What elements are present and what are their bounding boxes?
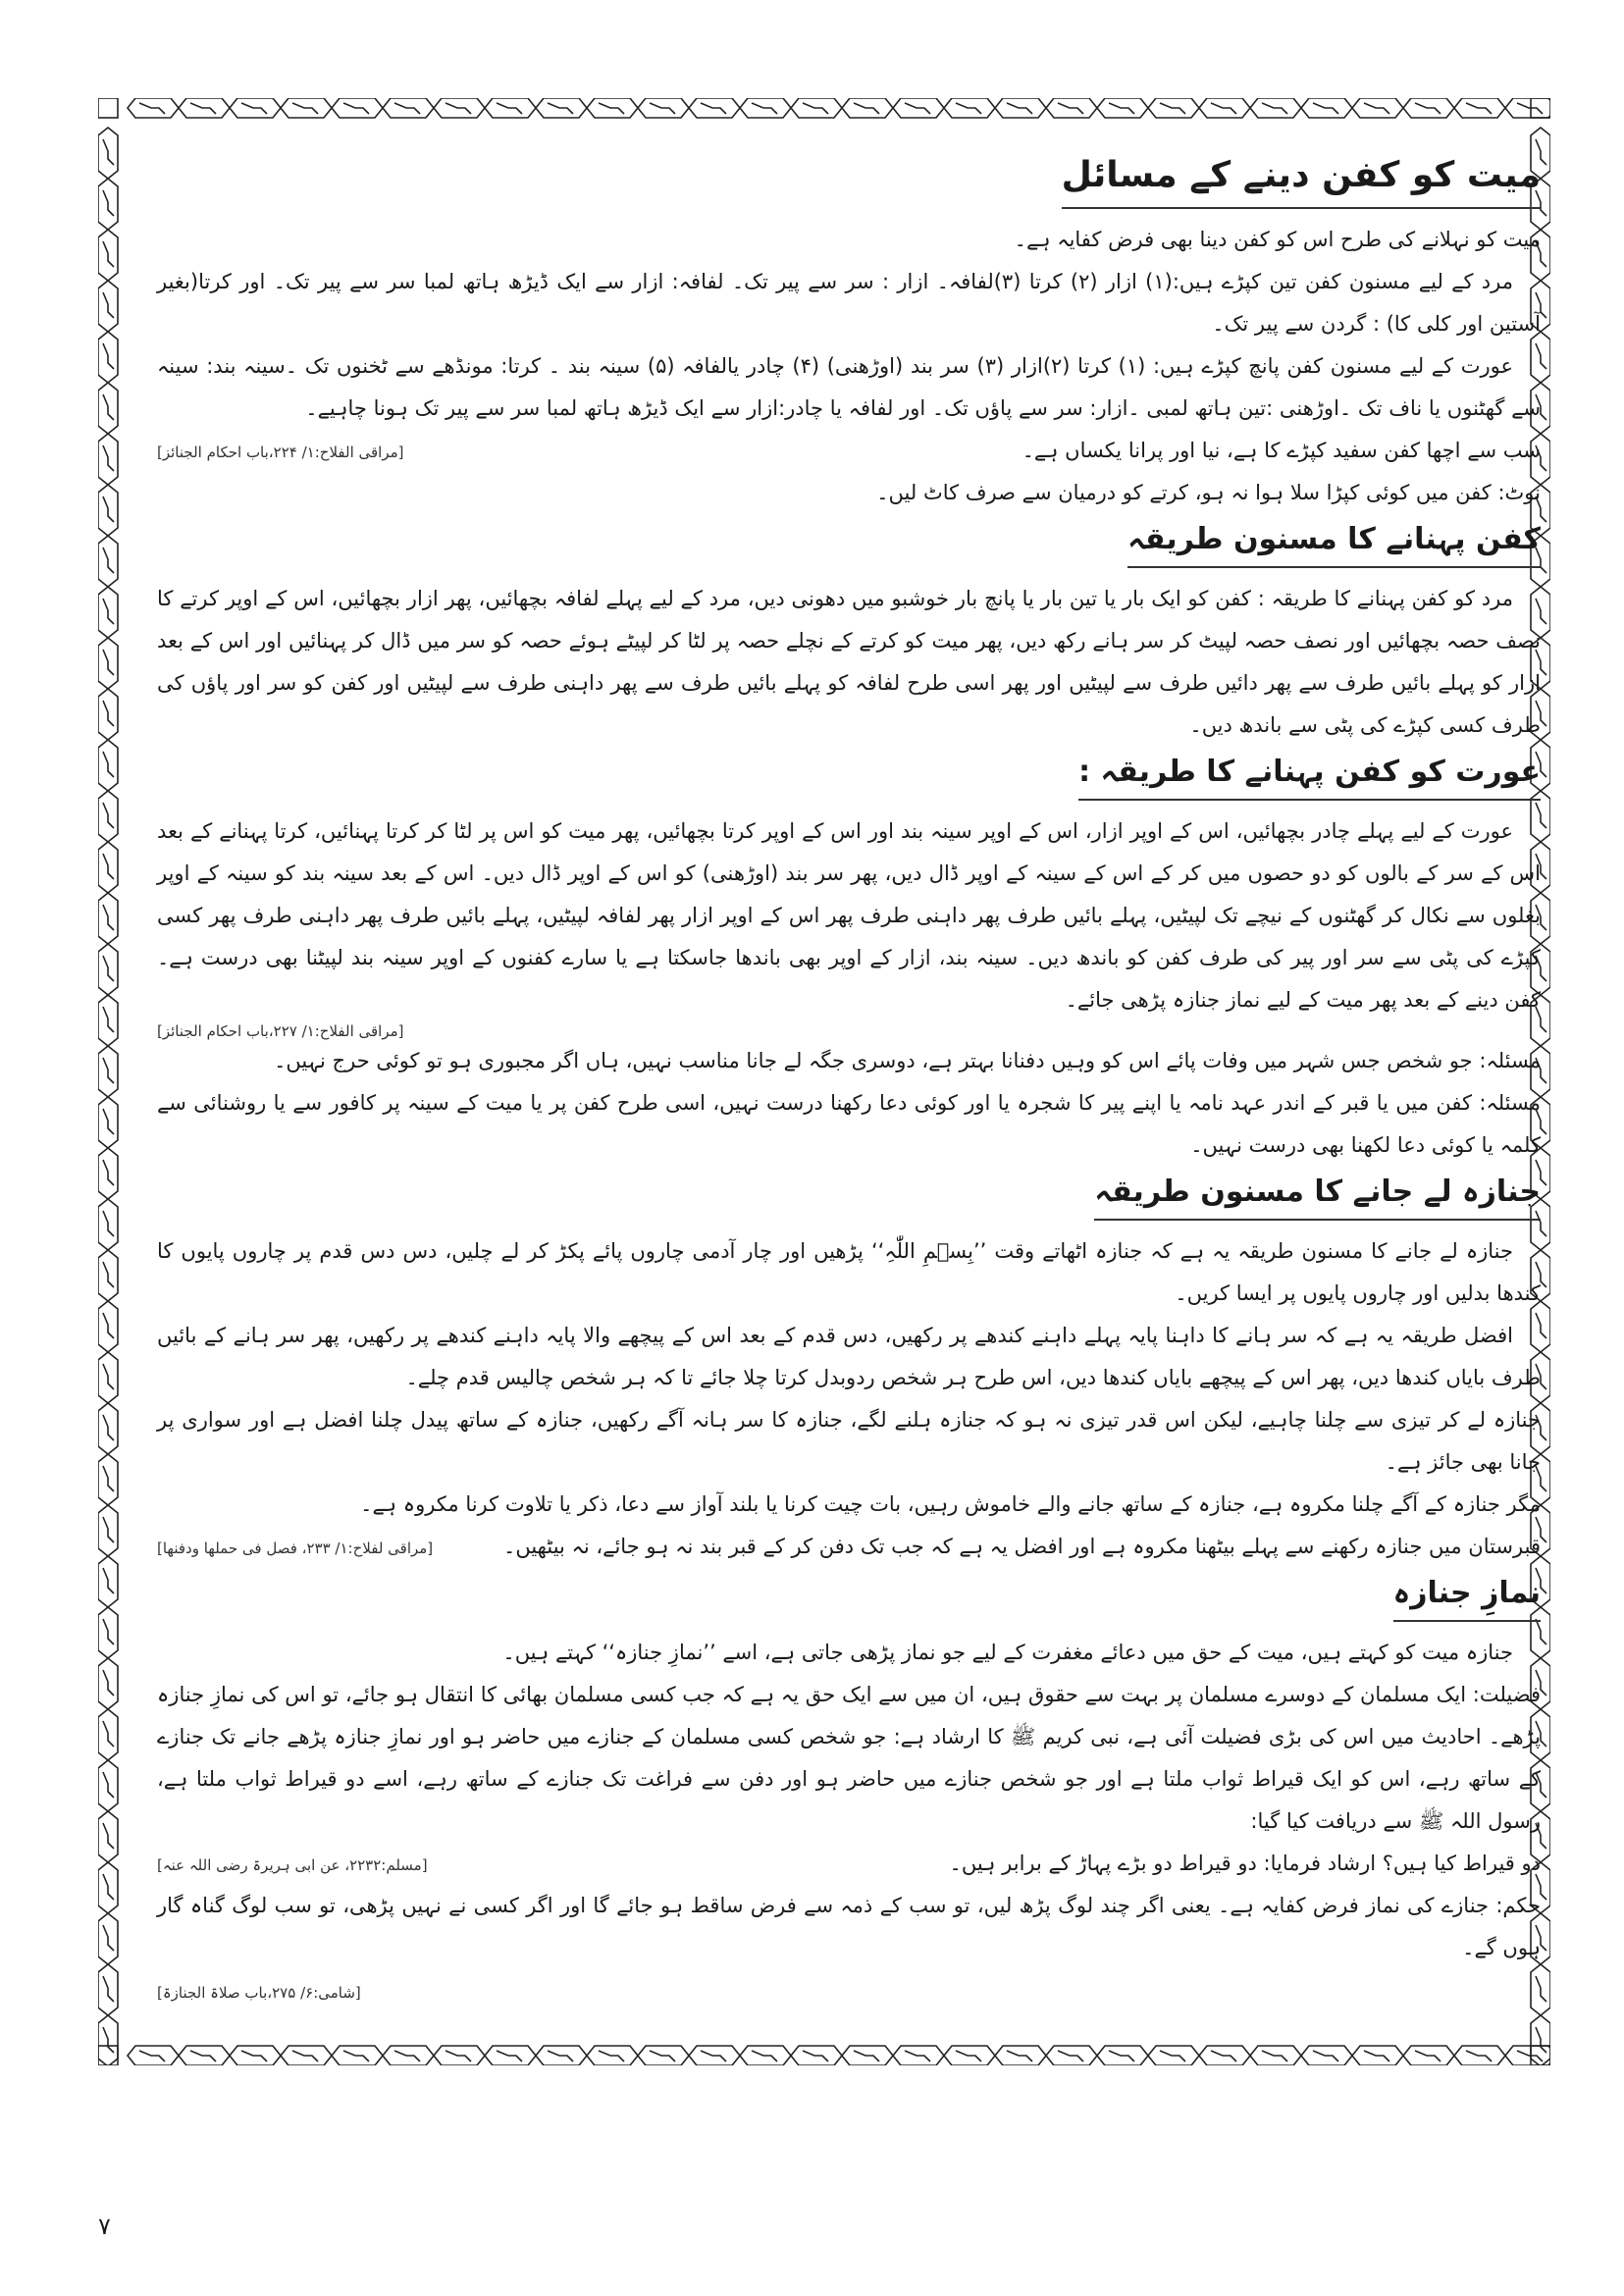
section-heading: میت کو کفن دینے کے مسائل <box>1062 153 1541 209</box>
border-segment <box>1301 2046 1352 2065</box>
border-segment <box>1531 2015 1550 2065</box>
border-segment <box>1301 98 1352 118</box>
border-segment <box>98 128 118 179</box>
border-segment <box>128 98 179 118</box>
border-segment <box>1250 2046 1301 2065</box>
border-segment <box>1403 98 1454 118</box>
border-segment <box>1352 98 1403 118</box>
border-segment <box>995 98 1046 118</box>
border-segment <box>1454 2046 1505 2065</box>
border-segment <box>98 1352 118 1403</box>
border-segment <box>1199 2046 1250 2065</box>
paragraph: عورت کے لیے مسنون کفن پانچ کپڑے ہیں: (۱) کرتا (۲)ازار (۳) سر بند (اوڑھنی) (۴) چادر یالفافہ (۵) سینہ بند ۔ کرتا: مونڈھے سے ٹخنوں تک ۔سینہ بند: سینہ سے گھٹنوں یا ناف تک ۔اوڑھنی :تین ہاتھ لمبی ۔ازار: سر سے پاؤں تک۔ اور لفافہ یا چادر:ازار سے ایک ڈیڑھ ہاتھ لمبا سر سے پیر تک ہونا چاہیے۔ <box>157 353 1541 420</box>
border-segment <box>1148 98 1199 118</box>
paragraph: فضیلت: ایک مسلمان کے دوسرے مسلمان پر بہت سے حقوق ہیں، ان میں سے ایک حق یہ ہے کہ جب کسی مسلمان بھائی کا انتقال ہو جائے، تو اس کی نمازِ جنازہ پڑھے۔ احادیث میں اس کی بڑی فضیلت آئی ہے، نبی کریم ﷺ کا ارشاد ہے: جو شخص کسی مسلمان کے جنازے میں حاضر ہو اور نمازِ جنازہ پڑھے جانے تک جنازے کے ساتھ رہے، اس کو ایک قیراط ثواب ملتا ہے اور جو شخص جنازے میں حاضر ہو اور دفن سے فراغت تک جنازے کے ساتھ رہے، اسے دو قیراط ثواب ملتا ہے، رسول اللہ ﷺ سے دریافت کیا گیا: <box>157 1682 1541 1833</box>
paragraph: افضل طریقہ یہ ہے کہ سر ہانے کا داہنا پایہ پہلے داہنے کندھے پر رکھیں، دس قدم کے بعد اس کے پیچھے والا پایہ داہنے کندھے پر رکھیں، پھر سر ہانے کے بائیں طرف بایاں کندھا دیں، پھر اس کے پیچھے بایاں کندھا دیں، اس طرح ہر شخص ردوبدل کرتا چلا جائے تا کہ ہر شخص چالیس قدم چلے۔ <box>157 1323 1541 1389</box>
paragraph: قبرستان میں جنازہ رکھنے سے پہلے بیٹھنا مکروہ ہے اور افضل یہ ہے کہ جب تک دفن کر کے قبر بند نہ ہو جائے، نہ بیٹھیں۔ <box>503 1534 1541 1558</box>
border-segment <box>1250 98 1301 118</box>
border-segment <box>485 2046 536 2065</box>
border-segment <box>179 2046 230 2065</box>
border-segment <box>98 1097 118 1148</box>
border-segment <box>98 1148 118 1199</box>
border-segment <box>638 2046 689 2065</box>
border-segment <box>98 842 118 893</box>
border-segment <box>1454 98 1505 118</box>
border-segment <box>98 893 118 944</box>
section-aurat-kafan <box>157 747 1541 1167</box>
border-segment <box>98 1301 118 1352</box>
border-segment <box>638 98 689 118</box>
paragraph: جنازہ لے کر تیزی سے چلنا چاہیے، لیکن اس قدر تیزی نہ ہو کہ جنازہ ہلنے لگے، جنازہ کا سر ہانہ آگے رکھیں، جنازہ کے ساتھ پیدل چلنا افضل ہے اور سواری پر جانا بھی جائز ہے۔ <box>157 1407 1541 1474</box>
section-heading: جنازہ لے جانے کا مسنون طریقہ <box>1094 1173 1541 1221</box>
border-segment <box>98 1709 118 1760</box>
border-segment <box>98 1658 118 1709</box>
paragraph: جنازہ لے جانے کا مسنون طریقہ یہ ہے کہ جنازہ اٹھاتے وقت ’’بِسۡمِ اللّٰہِ‘‘ پڑھیں اور چار آدمی چاروں پائے پکڑ کر لے چلیں، دس دس قدم پر چاروں پایوں کا کندھا بدلیں اور چاروں پایوں پر ایسا کریں۔ <box>157 1238 1541 1305</box>
border-segment <box>98 587 118 638</box>
section-namaz-janaza <box>157 1568 1541 2002</box>
paragraph: میت کو نہلانے کی طرح اس کو کفن دینا بھی فرض کفایہ ہے۔ <box>1014 227 1541 251</box>
border-segment <box>98 1913 118 1964</box>
border-segment <box>791 2046 842 2065</box>
border-segment <box>536 98 587 118</box>
border-segment <box>98 944 118 995</box>
paragraph: مرد کو کفن پہنانے کا طریقہ : کفن کو ایک بار یا تین بار یا پانچ بار خوشبو میں دھونی دیں، مرد کے لیے پہلے لفافہ بچھائیں، پھر ازار بچھائیں، اس کے اوپر کرتے کا نصف حصہ بچھائیں اور نصف حصہ لپیٹ کر سر ہانے رکھ دیں، پھر میت کو کرتے کے نچلے حصہ پر لٹا کر لپیٹے ہوئے حصہ کو سر میں ڈال کر پہنائیں اور اس کے بعد ازار کو پہلے بائیں طرف سے پھر دائیں طرف سے لپیٹیں اور پھر اسی طرح لفافہ کو پہلے بائیں طرف سے پھر داہنی طرف سے لپیٹیں اور کفن کو سر اور پاؤں کی طرف کسی کپڑے کی پٹی سے باندھ دیں۔ <box>157 586 1541 737</box>
border-segment <box>1505 98 1550 118</box>
paragraph: جنازہ میت کو کہتے ہیں، میت کے حق میں دعائے مغفرت کے لیے جو نماز پڑھی جاتی ہے، اسے ’’نمازِ جنازہ‘‘ کہتے ہیں۔ <box>502 1640 1513 1664</box>
border-segment <box>98 1607 118 1658</box>
border-segment <box>98 485 118 536</box>
paragraph-with-reference <box>157 1843 1541 1885</box>
border-segment <box>98 1556 118 1607</box>
paragraph: دو قیراط کیا ہیں؟ ارشاد فرمایا: دو قیراط دو بڑے پہاڑ کے برابر ہیں۔ <box>949 1851 1541 1875</box>
border-segment <box>689 2046 740 2065</box>
page-content <box>157 147 1541 2002</box>
border-segment <box>1046 98 1097 118</box>
border-segment <box>383 2046 434 2065</box>
border-segment <box>740 98 791 118</box>
border-segment <box>98 1250 118 1301</box>
masala-paragraph: مسئلہ: کفن میں یا قبر کے اندر عہد نامہ یا اپنے پیر کا شجرہ یا اور کوئی دعا رکھنا درست نہیں، اسی طرح کفن پر یا میت کے سینہ پر کافور سے یا روشنائی سے کلمہ یا کوئی دعا لکھنا بھی درست نہیں۔ <box>157 1090 1541 1157</box>
border-segment <box>1148 2046 1199 2065</box>
border-segment <box>98 2015 118 2065</box>
border-segment <box>434 98 485 118</box>
border-segment <box>587 2046 638 2065</box>
section-kafan-pehnane <box>157 514 1541 747</box>
border-segment <box>128 2046 179 2065</box>
border-segment <box>98 638 118 689</box>
border-segment <box>944 2046 995 2065</box>
border-segment <box>893 98 944 118</box>
border-segment <box>230 2046 281 2065</box>
border-segment <box>842 98 893 118</box>
paragraph: مگر جنازہ کے آگے چلنا مکروہ ہے، جنازہ کے ساتھ جانے والے خاموش رہیں، بات چیت کرنا یا بلند آواز سے دعا، ذکر یا تلاوت کرنا مکروہ ہے۔ <box>360 1491 1541 1516</box>
border-segment <box>434 2046 485 2065</box>
border-segment <box>98 98 118 118</box>
section-janaza-le-jana <box>157 1167 1541 1568</box>
border-segment <box>1352 2046 1403 2065</box>
page-number: ۷ <box>98 2213 111 2240</box>
citation-reference: [مسلم:۲۲۳۲، عن ابی ہریرۃ رضی اللہ عنہ] <box>157 1855 428 1874</box>
border-segment <box>332 98 383 118</box>
border-segment <box>179 98 230 118</box>
border-segment <box>740 2046 791 2065</box>
border-segment <box>230 98 281 118</box>
border-segment <box>1403 2046 1454 2065</box>
border-segment <box>587 98 638 118</box>
border-segment <box>98 1760 118 1811</box>
border-segment <box>98 179 118 230</box>
paragraph-with-reference <box>157 1526 1541 1568</box>
border-segment <box>98 1811 118 1862</box>
border-segment <box>98 1046 118 1097</box>
border-segment <box>98 2046 118 2065</box>
border-segment <box>98 791 118 842</box>
border-segment <box>995 2046 1046 2065</box>
paragraph: مرد کے لیے مسنون کفن تین کپڑے ہیں:(۱) ازار (۲) کرتا (۳)لفافہ۔ ازار : سر سے پیر تک۔ لفافہ: ازار سے ایک ڈیڑھ ہاتھ لمبا سر سے پیر تک۔ اور کرتا(بغیر آستین اور کلی کا) : گردن سے پیر تک۔ <box>157 269 1541 336</box>
section-heading: نمازِ جنازہ <box>1393 1574 1541 1622</box>
border-segment <box>98 281 118 332</box>
border-segment <box>98 1199 118 1250</box>
border-segment <box>332 2046 383 2065</box>
border-segment <box>1199 98 1250 118</box>
border-segment <box>281 98 332 118</box>
border-segment <box>98 740 118 791</box>
border-segment <box>98 1862 118 1913</box>
border-segment <box>98 1505 118 1556</box>
border-segment <box>383 98 434 118</box>
border-segment <box>98 230 118 281</box>
border-segment <box>944 98 995 118</box>
note-paragraph: نوٹ: کفن میں کوئی کپڑا سلا ہوا نہ ہو، کرتے کو درمیان سے صرف کاٹ لیں۔ <box>876 480 1541 504</box>
border-segment <box>98 689 118 740</box>
border-segment <box>893 2046 944 2065</box>
border-segment <box>98 332 118 383</box>
paragraph: سب سے اچھا کفن سفید کپڑے کا ہے، نیا اور پرانا یکساں ہے۔ <box>1022 438 1541 462</box>
border-segment <box>1046 2046 1097 2065</box>
section-heading: عورت کو کفن پہنانے کا طریقہ : <box>1078 753 1541 801</box>
border-segment <box>689 98 740 118</box>
border-segment <box>1097 2046 1148 2065</box>
paragraph: حکم: جنازے کی نماز فرض کفایہ ہے۔ یعنی اگر چند لوگ پڑھ لیں، تو سب کے ذمہ سے فرض ساقط ہو جائے گا اور اگر کسی نے نہیں پڑھی، تو سب لوگ گناہ گار ہوں گے۔ <box>157 1893 1541 1959</box>
paragraph: عورت کے لیے پہلے چادر بچھائیں، اس کے اوپر ازار، اس کے اوپر سینہ بند اور اس کے اوپر کرتا بچھائیں، پھر میت کو اس پر لٹا کر کرتا پہنائیں، کرتا پہنانے کے بعد اس کے سر کے بالوں کو دو حصوں میں کر کے اس کے سینہ کے اوپر ڈال دیں، پھر سر بند (اوڑھنی) کو اس کے اوپر ڈال دیں۔ اس کے بعد سینہ بند کو سینہ کے اوپر بغلوں سے نکال کر گھٹنوں کے نیچے تک لپیٹیں، پہلے بائیں طرف پھر داہنی طرف پھر اس کے اوپر ازار پھر لفافہ لپیٹیں، پہلے بائیں طرف پھر داہنی طرف پھر کسی کپڑے کی پٹی سے سر اور پیر کی طرف کفن کو باندھ دیں۔ سینہ بند، ازار کے اوپر بھی باندھا جاسکتا ہے یا سارے کفنوں کے اوپر سینہ بند لپیٹنا بھی درست ہے۔ کفن دینے کے بعد پھر میت کے لیے نماز جنازہ پڑھی جائے۔ <box>157 818 1541 1012</box>
border-segment <box>98 1403 118 1454</box>
citation-reference: [مراقی الفلاح:۱/ ۲۲۴،باب احکام الجنائز] <box>157 443 404 461</box>
section-kafan-masail <box>157 147 1541 514</box>
border-segment <box>98 383 118 434</box>
citation-reference: [شامی:۶/ ۲۷۵،باب صلاۃ الجنازۃ] <box>157 1983 361 2002</box>
border-segment <box>98 1454 118 1505</box>
section-heading: کفن پہنانے کا مسنون طریقہ <box>1127 520 1541 568</box>
border-segment <box>1097 98 1148 118</box>
border-segment <box>791 98 842 118</box>
border-segment <box>98 536 118 587</box>
border-segment <box>485 98 536 118</box>
border-segment <box>98 434 118 485</box>
border-segment <box>842 2046 893 2065</box>
border-segment <box>98 995 118 1046</box>
masala-paragraph: مسئلہ: جو شخص جس شہر میں وفات پائے اس کو وہیں دفنانا بہتر ہے، دوسری جگہ لے جانا مناسب نہیں، ہاں اگر مجبوری ہو تو کوئی حرج نہیں۔ <box>274 1048 1541 1072</box>
paragraph-with-reference <box>157 430 1541 472</box>
border-segment <box>536 2046 587 2065</box>
citation-reference: [مراقی لفلاح:۱/ ۲۳۳، فصل فی حملھا ودفنھا] <box>157 1539 434 1557</box>
citation-reference: [مراقی الفلاح:۱/ ۲۲۷،باب احکام الجنائز] <box>157 1021 404 1040</box>
border-segment <box>98 1964 118 2015</box>
border-segment <box>281 2046 332 2065</box>
